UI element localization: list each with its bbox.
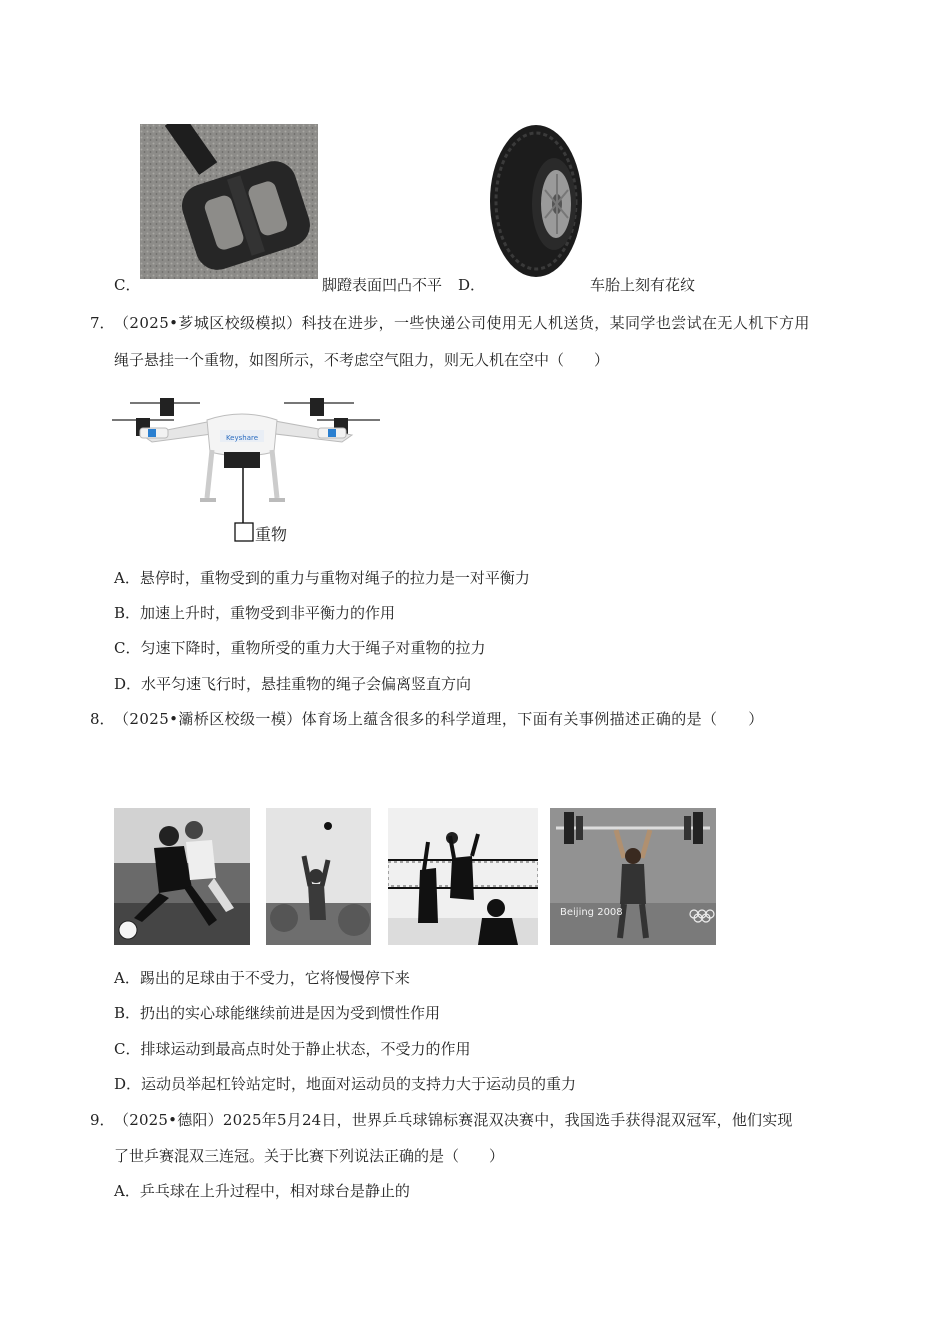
shotput-photo [266,808,371,945]
q8-option-c: C．排球运动到最高点时处于静止状态，不受力的作用 [114,1040,471,1058]
q7-option-c: C．匀速下降时，重物所受的重力大于绳子对重物的拉力 [114,639,486,657]
q9-number: 9． [90,1111,115,1129]
q6-option-c-letter: C． [114,276,141,294]
volleyball-photo [388,808,538,945]
soccer-photo [114,808,250,945]
q7-option-b: B．加速上升时，重物受到非平衡力的作用 [114,604,396,622]
q7-stem-line1: （2025•芗城区校级模拟）科技在进步，一些快递公司使用无人机送货，某同学也尝试在无人机下方用 [114,314,810,332]
q8-stem: （2025•灞桥区校级一模）体育场上蕴含很多的科学道理，下面有关事例描述正确的是（ ） [114,710,764,728]
q8-option-a: A．踢出的足球由于不受力，它将慢慢停下来 [114,969,410,987]
q8-option-d: D．运动员举起杠铃站定时，地面对运动员的支持力大于运动员的重力 [114,1075,577,1093]
q7-option-a: A．悬停时，重物受到的重力与重物对绳子的拉力是一对平衡力 [114,569,530,587]
q8-option-b: B．扔出的实心球能继续前进是因为受到惯性作用 [114,1004,441,1022]
q7-number: 7． [90,314,115,332]
q9-option-a: A．乒乓球在上升过程中，相对球台是静止的 [114,1182,410,1200]
drone-figure [112,380,382,545]
q7-option-d: D．水平匀速飞行时，悬挂重物的绳子会偏离竖直方向 [114,675,472,693]
q6-option-c-text: 脚蹬表面凹凸不平 [322,276,443,294]
beijing-2008-caption: Beijing 2008 [560,907,623,918]
q9-stem-line1: （2025•德阳）2025年5月24日，世界乒乓球锦标赛混双决赛中，我国选手获得混双冠军，他们实现 [114,1111,793,1129]
q7-stem-line2: 绳子悬挂一个重物，如图所示，不考虑空气阻力，则无人机在空中（ ） [114,351,610,369]
tire-photo [488,124,584,279]
weightlifting-photo [550,808,716,945]
pedal-photo [140,124,318,279]
q6-option-d-letter: D． [458,276,486,294]
weight-label: 重物 [255,525,288,544]
drone-brand-label: Keyshare [225,434,259,442]
q9-stem-line2: 了世乒赛混双三连冠。关于比赛下列说法正确的是（ ） [114,1147,505,1165]
q6-option-d-text: 车胎上刻有花纹 [590,276,696,294]
q8-number: 8． [90,710,115,728]
